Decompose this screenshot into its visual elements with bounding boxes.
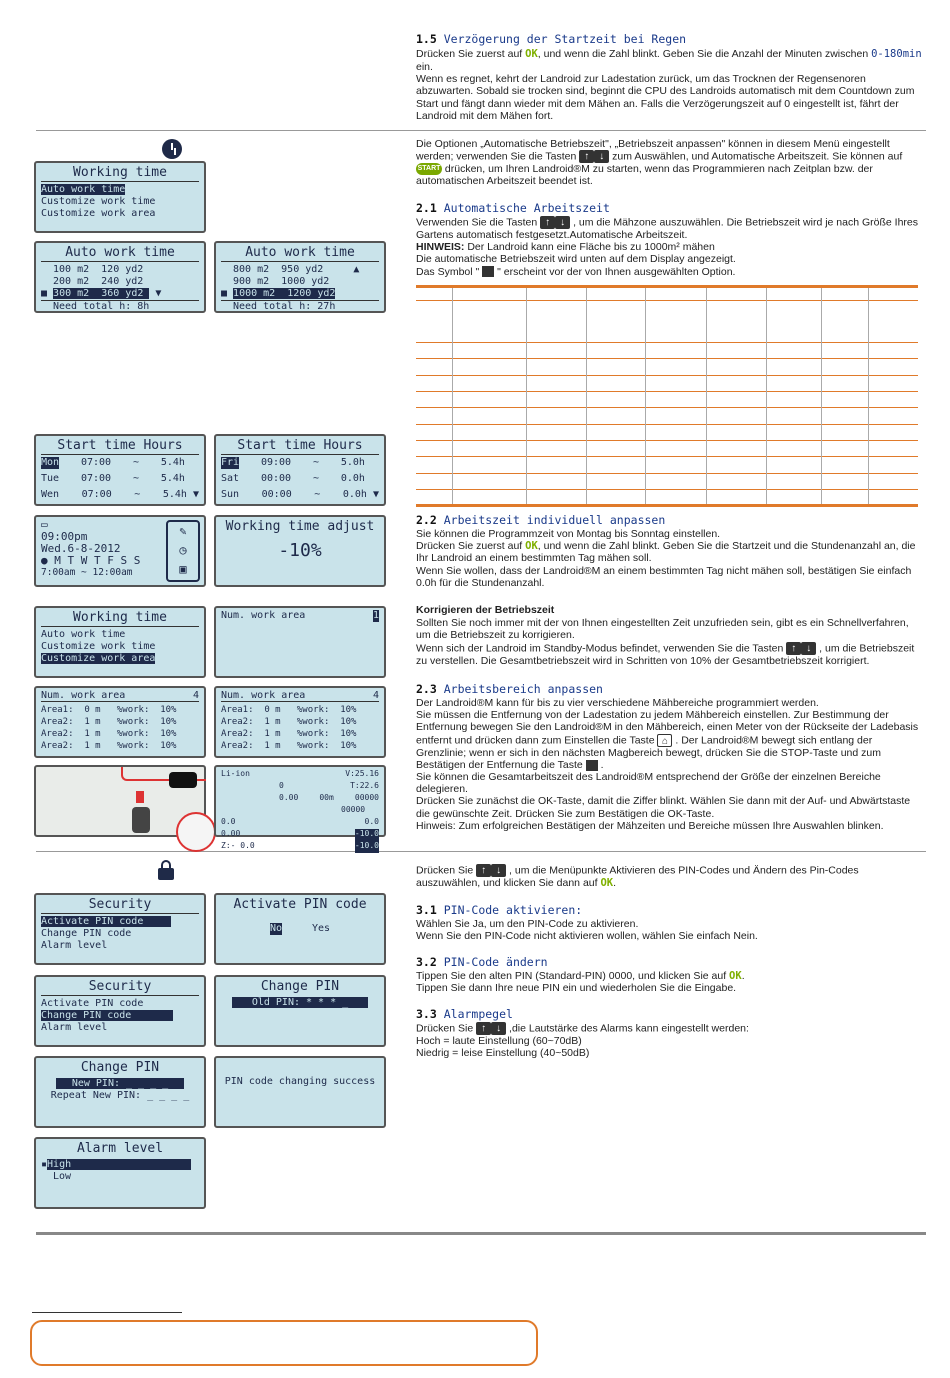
up-key-icon: ↑ <box>476 864 491 877</box>
battery-icon: ▭ <box>41 518 48 531</box>
lcd-start-time-1: Start time Hours Mon 07:00 ~ 5.4h Tue 07:00 ~ 5.4h Wen 07:00 ~ 5.4h ▼ <box>34 434 206 506</box>
lcd-auto-work-time-1: Auto work time 100 m2 120 yd2 200 m2 240 yd2 ■ 300 m2 360 yd2 ▼ Need total h: 8h <box>34 241 206 313</box>
section-3-1: 3.1 PIN-Code aktivieren: Wählen Sie Ja, um den PIN-Code zu aktivieren. Wenn Sie den PIN-Code nicht aktivieren wollen, wählen Sie einfach Nein. <box>416 903 758 943</box>
lcd-change-pin-1: Change PIN Old PIN: * * * _ <box>214 975 386 1047</box>
clock-icon <box>162 139 182 159</box>
lcd-num-work-area-2: Num. work area 4 Area1: 0 m %work: 10% Area2: 1 m %work: 10% Area2: 1 m %work: 10% Area2: 1 m %work: 10% <box>34 686 206 758</box>
lcd-working-time-2: Working time Auto work time Customize work time Customize work area <box>34 606 206 678</box>
up-key-icon: ↑ <box>476 1022 491 1035</box>
section-3-intro: Drücken Sie ↑ ↓ , um die Menüpunkte Aktivieren des PIN-Codes und Ändern des Pin-Codes auszuwählen, und klicken Sie dann auf OK. <box>416 864 859 889</box>
lcd-auto-work-time-2: Auto work time 800 m2 950 yd2 ▲ 900 m2 1000 yd2 ■ 1000 m2 1200 yd2 Need total h: 27h <box>214 241 386 313</box>
section-1-5 <box>416 32 922 122</box>
lcd-pin-success: PIN code changing success <box>214 1056 386 1128</box>
section-heading: 2.1 Automatische Arbeitszeit <box>416 201 610 215</box>
up-key-icon: ↑ <box>540 216 555 229</box>
down-key-icon: ↓ <box>801 642 816 655</box>
section-2-2: 2.2 Arbeitszeit individuell anpassen Sie können die Programmzeit von Montag bis Sonntag einstellen. Drücken Sie zuerst auf OK, und wenn die Zahl blinkt. Geben Sie die Startzeit und die Stundenanzahl an, die Ihr Landroid an einem bestimmten Tag mähen soll. Wenn Sie wollen, dass der Landroid®M an einem bestimmten Tag nicht mähen soll, bestätigen Sie einfach 0.0h für die Stundenanzahl. <box>416 513 922 589</box>
down-key-icon: ↓ <box>491 1022 506 1035</box>
clock-icon: ◷ <box>179 543 187 557</box>
lcd-change-pin-2: Change PIN New PIN: _ _ _ _ Repeat New PIN: _ _ _ _ <box>34 1056 206 1128</box>
up-key-icon: ↑ <box>579 150 594 163</box>
arrow-up-icon <box>136 791 144 803</box>
section-correction: Korrigieren der Betriebszeit Sollten Sie noch immer mit der von Ihnen eingestellten Zeit unzufrieden sein, gibt es ein Schnellverfahren, um die Betriebszeit zu korrigieren. Wenn sich der Landroid im Standby-Modus befindet, verwenden Sie die Tasten ↑ ↓ , um die Betriebszeit zu verstellen. Die Gesamtbetriebszeit wird in Schritten von 10% der Gesamtbetriebszeit korrigiert. <box>416 604 922 667</box>
footer-divider <box>36 1232 926 1235</box>
divider <box>36 130 926 131</box>
lcd-home-screen: ▭ 09:00pm Wed.6-8-2012 ● M T W T F S S 7:00am ~ 12:00am ✎ ◷ ▣ <box>34 515 206 587</box>
lcd-start-time-2: Start time Hours Fri 09:00 ~ 5.0h Sat 00:00 ~ 0.0h Sun 00:00 ~ 0.0h ▼ <box>214 434 386 506</box>
section-heading: Korrigieren der Betriebszeit <box>416 604 555 616</box>
footnote-rule <box>32 1312 182 1313</box>
paragraph: Wenn es regnet, kehrt der Landroid zur Ladestation zurück, um das Trocknen der Regensenoren abzuwarten. Sobald sie trocken sind, beginnt die CPU des Landroids automatisch mit dem Countdown zum Start und fängt dann wieder mit dem Mähen an. Falls die Verzögerungszeit auf 0 eingestellt ist, fährt der Landroid mit dem Mähen fort. <box>416 73 915 122</box>
lcd-activate-pin: Activate PIN code No Yes <box>214 893 386 965</box>
up-key-icon: ↑ <box>786 642 801 655</box>
lock-icon <box>158 860 174 880</box>
mower-illustration <box>34 765 206 837</box>
section-2-1: 2.1 Automatische Arbeitszeit Verwenden Sie die Tasten ↑ ↓ , um die Mähzone auszuwählen. Die Betriebszeit wird je nach Größe Ihres Gartens automatisch festgesetzt.Automatische Arbeitszeit. HINWEIS: Der Landroid kann eine Fläche bis zu 1000m² mähen Die automatische Betriebszeit wird unten auf dem Display angezeigt. Das Symbol " " erscheint vor der von Ihnen ausgewählten Option. <box>416 201 922 278</box>
divider <box>36 851 926 852</box>
lcd-alarm-level: Alarm level ▪High Low <box>34 1137 206 1209</box>
lcd-security-2: Security Activate PIN code Change PIN code Alarm level <box>34 975 206 1047</box>
lcd-working-time: Working time Auto work time Customize work time Customize work area <box>34 161 206 233</box>
section-3-3: 3.3 Alarmpegel Drücken Sie ↑ ↓ ,die Lautstärke des Alarms kann eingestellt werden: Hoch = laute Einstellung (60~70dB) Niedrig = leise Einstellung (40~50dB) <box>416 1007 749 1060</box>
lcd-num-work-area-1: Num. work area 1 <box>214 606 386 678</box>
down-key-icon: ↓ <box>491 864 506 877</box>
lcd-num-work-area-3: Num. work area 4 Area1: 0 m %work: 10% Area2: 1 m %work: 10% Area2: 1 m %work: 10% Area2: 1 m %work: 10% <box>214 686 386 758</box>
lcd-security-1: Security Activate PIN code Change PIN code Alarm level <box>34 893 206 965</box>
section-heading: 2.3 Arbeitsbereich anpassen <box>416 682 603 696</box>
side-icons <box>166 520 200 582</box>
down-key-icon: ↓ <box>594 150 609 163</box>
section-2-3: 2.3 Arbeitsbereich anpassen Der Landroid®M kann für bis zu vier verschiedene Mähbereiche programmiert werden. Sie müssen die Entfernung von der Ladestation zu jedem Mähbereich einstellen. Zur Bestimmung der Entfernung bewegen Sie den Landroid®M in den Mähbereich, einen Meter von der Rückseite der Ladebasis entfernt und drücken dann zum Einstellen die Taste ⌂ . Der Landroid®M bewegt sich entlang der Grenzlinie; wenn er sich in den nächsten Magbereich bewegt, drücken Sie die STOP-Taste und zum Bestätigen der Entfernung die Taste . Sie können die Gesamtarbeitszeit des Landroid®M entsprechend der Größe der einzelnen Bereiche delegieren. Drücken Sie zunächst die OK-Taste, damit die Ziffer blinkt. Wählen Sie dann mit der Auf- und Abwärtstaste die gewünschte Zeit. Drücken Sie zum Bestätigen die OK-Taste. Hinweis: Zum erfolgreichen Bestätigen der Mähzeiten und Bereiche müssen Ihre Auswahlen blinken. <box>416 682 922 832</box>
confirm-key-icon <box>586 760 598 771</box>
home-key-icon: ⌂ <box>657 734 672 747</box>
charging-base-icon <box>169 772 197 788</box>
paragraph: Drücken Sie zuerst auf OK, und wenn die Zahl blinkt. Geben Sie die Anzahl der Minuten zwischen 0-180min ein. <box>416 48 922 73</box>
lcd-diagnostic: Li-ion V:25.16 0 T:22.6 0.00 00m 00000 00000 0.0 0.0 0.00 -10.0 Z:- 0.0 -10.0 <box>214 765 386 837</box>
down-key-icon: ↓ <box>555 216 570 229</box>
section-2-intro: Die Optionen „Automatische Betriebszeit", „Betriebszeit anpassen" können in diesem Menü eingestellt werden; verwenden Sie die Tasten ↑ ↓ zum Auswählen, und Automatische Arbeitszeit. Sie können auf START drücken, um Ihren Landroid®M zu starten, wenn das Programmieren nach Zeitplan bzw. der automatischen Arbeitszeit beendet ist. <box>416 138 903 188</box>
wrench-icon: ✎ <box>179 524 187 538</box>
mower-icon <box>132 807 150 833</box>
area-table <box>416 285 918 507</box>
section-3-2: 3.2 PIN-Code ändern Tippen Sie den alten PIN (Standard-PIN) 0000, und klicken Sie auf OK. Tippen Sie dann Ihre neue PIN ein und wiederholen Sie die Eingabe. <box>416 955 745 995</box>
lock-icon: ▣ <box>179 562 187 576</box>
section-heading: 1.5 Verzögerung der Startzeit bei Regen <box>416 32 687 46</box>
selection-symbol-icon <box>482 266 494 277</box>
start-key-icon: START <box>416 163 442 175</box>
lcd-working-time-adjust: Working time adjust -10% <box>214 515 386 587</box>
note-box <box>30 1320 538 1366</box>
section-heading: 2.2 Arbeitszeit individuell anpassen <box>416 513 666 527</box>
